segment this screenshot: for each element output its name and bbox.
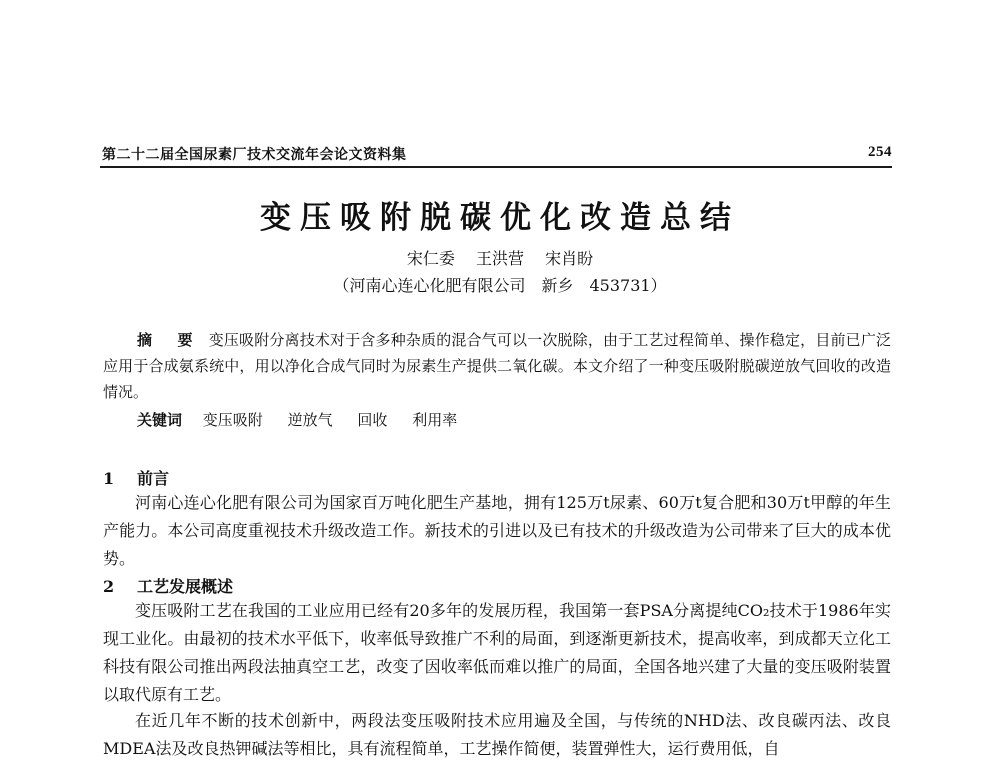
paragraph: 变压吸附工艺在我国的工业应用已经有20多年的发展历程，我国第一套PSA分离提纯CO₂技术于1986年实现工业化。由最初的技术水平低下，收率低导致推广不利的局面，到逐渐更新技术，提高收率，到成都天立化工科技有限公司推出两段法抽真空工艺，改变了因收率低而难以推广的局面，全国各地兴建了大量的变压吸附装置以取代原有工艺。: [103, 601, 891, 704]
paragraph: 河南心连心化肥有限公司为国家百万吨化肥生产基地，拥有125万t尿素、60万t复合肥和30万t甲醇的年生产能力。本公司高度重视技术升级改造工作。新技术的引进以及已有技术的升级改造为公司带来了巨大的成本优势。: [103, 493, 891, 568]
section-title: 前言: [137, 469, 170, 488]
abstract: [103, 327, 891, 405]
author: 宋仁委: [406, 249, 455, 268]
author: 宋肖盼: [545, 249, 594, 268]
section-number: 2: [103, 577, 115, 596]
affiliation-city: 新乡: [541, 276, 574, 295]
page-number: 254: [868, 144, 892, 160]
abstract-text: 变压吸附分离技术对于含多种杂质的混合气可以一次脱除，由于工艺过程简单、操作稳定，目前已广泛应用于合成氨系统中，用以净化合成气同时为尿素生产提供二氧化碳。本文介绍了一种变压吸附脱碳逆放气回收的改造情况。: [103, 331, 891, 401]
affiliation-open-paren: （: [333, 276, 350, 295]
running-header: [100, 140, 892, 168]
section-heading: [103, 466, 169, 489]
affiliation-postcode: 453731: [589, 276, 651, 295]
keyword: 变压吸附: [202, 411, 263, 429]
section-number: 1: [103, 469, 115, 488]
abstract-label: 摘 要: [137, 331, 203, 349]
keyword: 利用率: [412, 411, 458, 429]
section-heading: [103, 574, 233, 597]
paper-title: 变压吸附脱碳优化改造总结: [260, 200, 740, 236]
affiliation-close-paren: ）: [650, 276, 667, 295]
author: 王洪营: [475, 249, 524, 268]
keyword: 逆放气: [287, 411, 333, 429]
paragraph: 在近几年不断的技术创新中，两段法变压吸附技术应用遍及全国，与传统的NHD法、改良碳丙法、改良MDEA法及改良热钾碱法等相比，具有流程简单，工艺操作简便，装置弹性大，运行费用低，自: [103, 711, 891, 758]
author-list: [0, 246, 1000, 269]
proceedings-title: 第二十二届全国尿素厂技术交流年会论文资料集: [102, 147, 407, 163]
section-title: 工艺发展概述: [137, 577, 234, 596]
keyword: 回收: [357, 411, 388, 429]
keywords: [137, 407, 887, 433]
affiliation-company: 河南心连心化肥有限公司: [349, 276, 526, 295]
keywords-label: 关键词: [137, 411, 183, 429]
affiliation: [0, 273, 1000, 296]
